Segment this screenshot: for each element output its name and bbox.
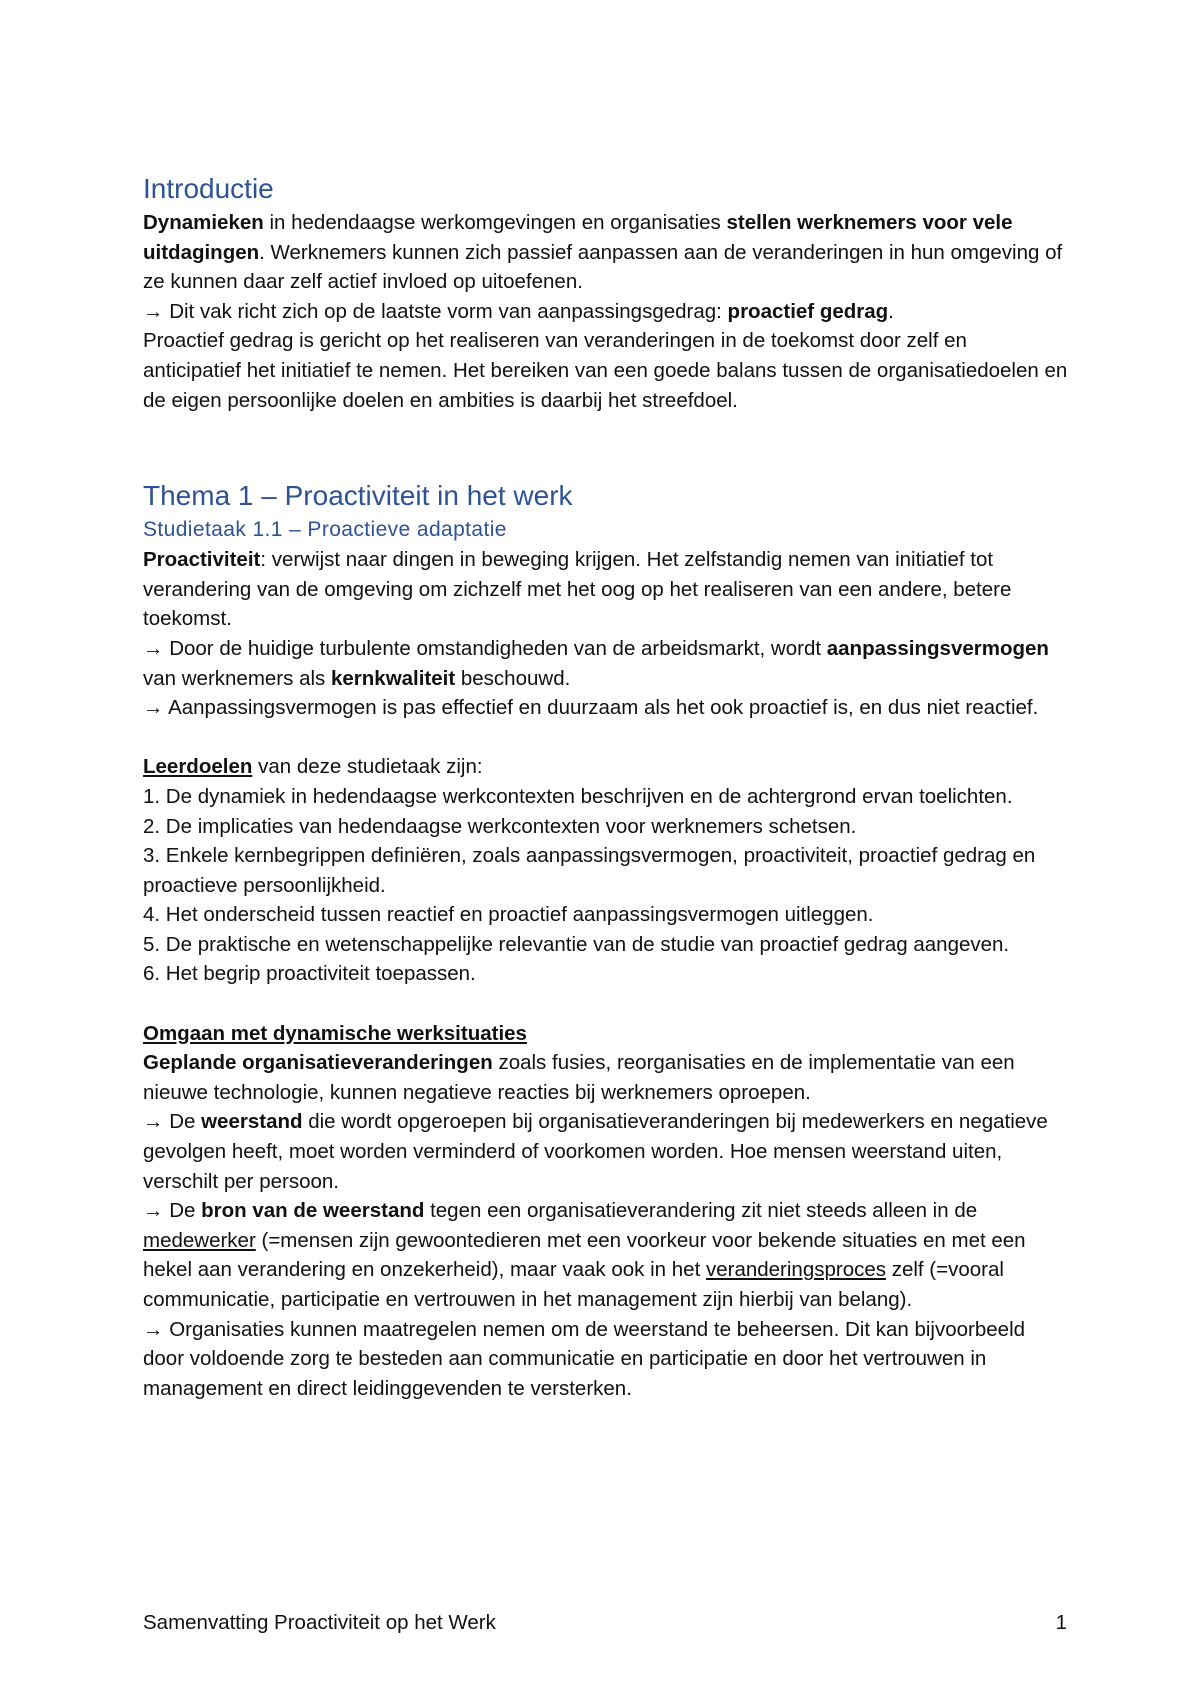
arrow-paragraph-2: → Aanpassingsvermogen is pas effectief en duurzaam als het ook proactief is, en dus niet reactief. <box>143 696 1039 720</box>
page-number: 1 <box>1055 1611 1067 1634</box>
leerdoel-item: 5. De praktische en wetenschappelijke relevantie van de studie van proactief gedrag aangeven. <box>143 932 1010 956</box>
page-content <box>143 170 1068 1403</box>
footer-title: Samenvatting Proactiviteit op het Werk <box>143 1611 496 1634</box>
section-title-omgaan: Omgaan met dynamische werksituaties <box>143 1021 527 1045</box>
leerdoel-item: 6. Het begrip proactiviteit toepassen. <box>143 962 476 986</box>
omgaan-paragraph-3: → De bron van de weerstand tegen een organisatieverandering zit niet steeds alleen in de medewerker (=mensen zijn gewoontedieren met een voorkeur voor bekende situaties en met een hekel aan verandering en onzekerheid), maar vaak ook in het veranderingsproces zelf (=vooral communicatie, participatie en vertrouwen in het management zijn hierbij van belang). <box>143 1199 1026 1311</box>
intro-paragraph-1: Dynamieken in hedendaagse werkomgevingen en organisaties stellen werknemers voor vele uitdagingen. Werknemers kunnen zich passief aanpassen aan de veranderingen in hun omgeving of ze kunnen daar zelf actief invloed op uitoefenen. <box>143 211 1063 294</box>
heading-thema-1: Thema 1 – Proactiviteit in het werk <box>143 480 573 512</box>
intro-paragraph-2: → Dit vak richt zich op de laatste vorm van aanpassingsgedrag: proactief gedrag. <box>143 299 894 323</box>
arrow-paragraph-1: → Door de huidige turbulente omstandigheden van de arbeidsmarkt, wordt aanpassingsvermogen van werknemers als kernkwaliteit beschouwd. <box>143 636 1049 690</box>
leerdoel-item: 4. Het onderscheid tussen reactief en proactief aanpassingsvermogen uitleggen. <box>143 903 874 927</box>
omgaan-paragraph-2: → De weerstand die wordt opgeroepen bij organisatieveranderingen bij medewerkers en negatieve gevolgen heeft, moet worden verminderd of voorkomen worden. Hoe mensen weerstand uiten, verschilt per persoon. <box>143 1110 1048 1193</box>
leerdoel-item: 2. De implicaties van hedendaagse werkcontexten voor werknemers schetsen. <box>143 814 857 838</box>
page-footer <box>143 1609 1067 1637</box>
definition-proactiviteit: Proactiviteit: verwijst naar dingen in beweging krijgen. Het zelfstandig nemen van initiatief tot verandering van de omgeving om zichzelf met het oog op het realiseren van een andere, betere toekomst. <box>143 548 1012 631</box>
leerdoel-item: 3. Enkele kernbegrippen definiëren, zoals aanpassingsvermogen, proactiviteit, proactief gedrag en proactieve persoonlijkheid. <box>143 844 1036 897</box>
heading-introductie: Introductie <box>143 173 274 204</box>
omgaan-paragraph-1: Geplande organisatieveranderingen zoals fusies, reorganisaties en de implementatie van een nieuwe technologie, kunnen negatieve reacties bij werknemers oproepen. <box>143 1051 1015 1104</box>
omgaan-paragraph-4: → Organisaties kunnen maatregelen nemen om de weerstand te beheersen. Dit kan bijvoorbeeld door voldoende zorg te besteden aan communicatie en participatie en door het vertrouwen in management en direct leidinggevenden te versterken. <box>143 1317 1026 1400</box>
leerdoel-item: 1. De dynamiek in hedendaagse werkcontexten beschrijven en de achtergrond ervan toelichten. <box>143 784 1013 808</box>
leerdoelen-intro: Leerdoelen van deze studietaak zijn: <box>143 755 483 779</box>
intro-paragraph-3: Proactief gedrag is gericht op het realiseren van veranderingen in de toekomst door zelf en anticipatief het initiatief te nemen. Het bereiken van een goede balans tussen de organisatiedoelen en de eigen persoonlijke doelen en ambities is daarbij het streefdoel. <box>143 329 1068 412</box>
subheading-studietaak: Studietaak 1.1 – Proactieve adaptatie <box>143 518 507 542</box>
